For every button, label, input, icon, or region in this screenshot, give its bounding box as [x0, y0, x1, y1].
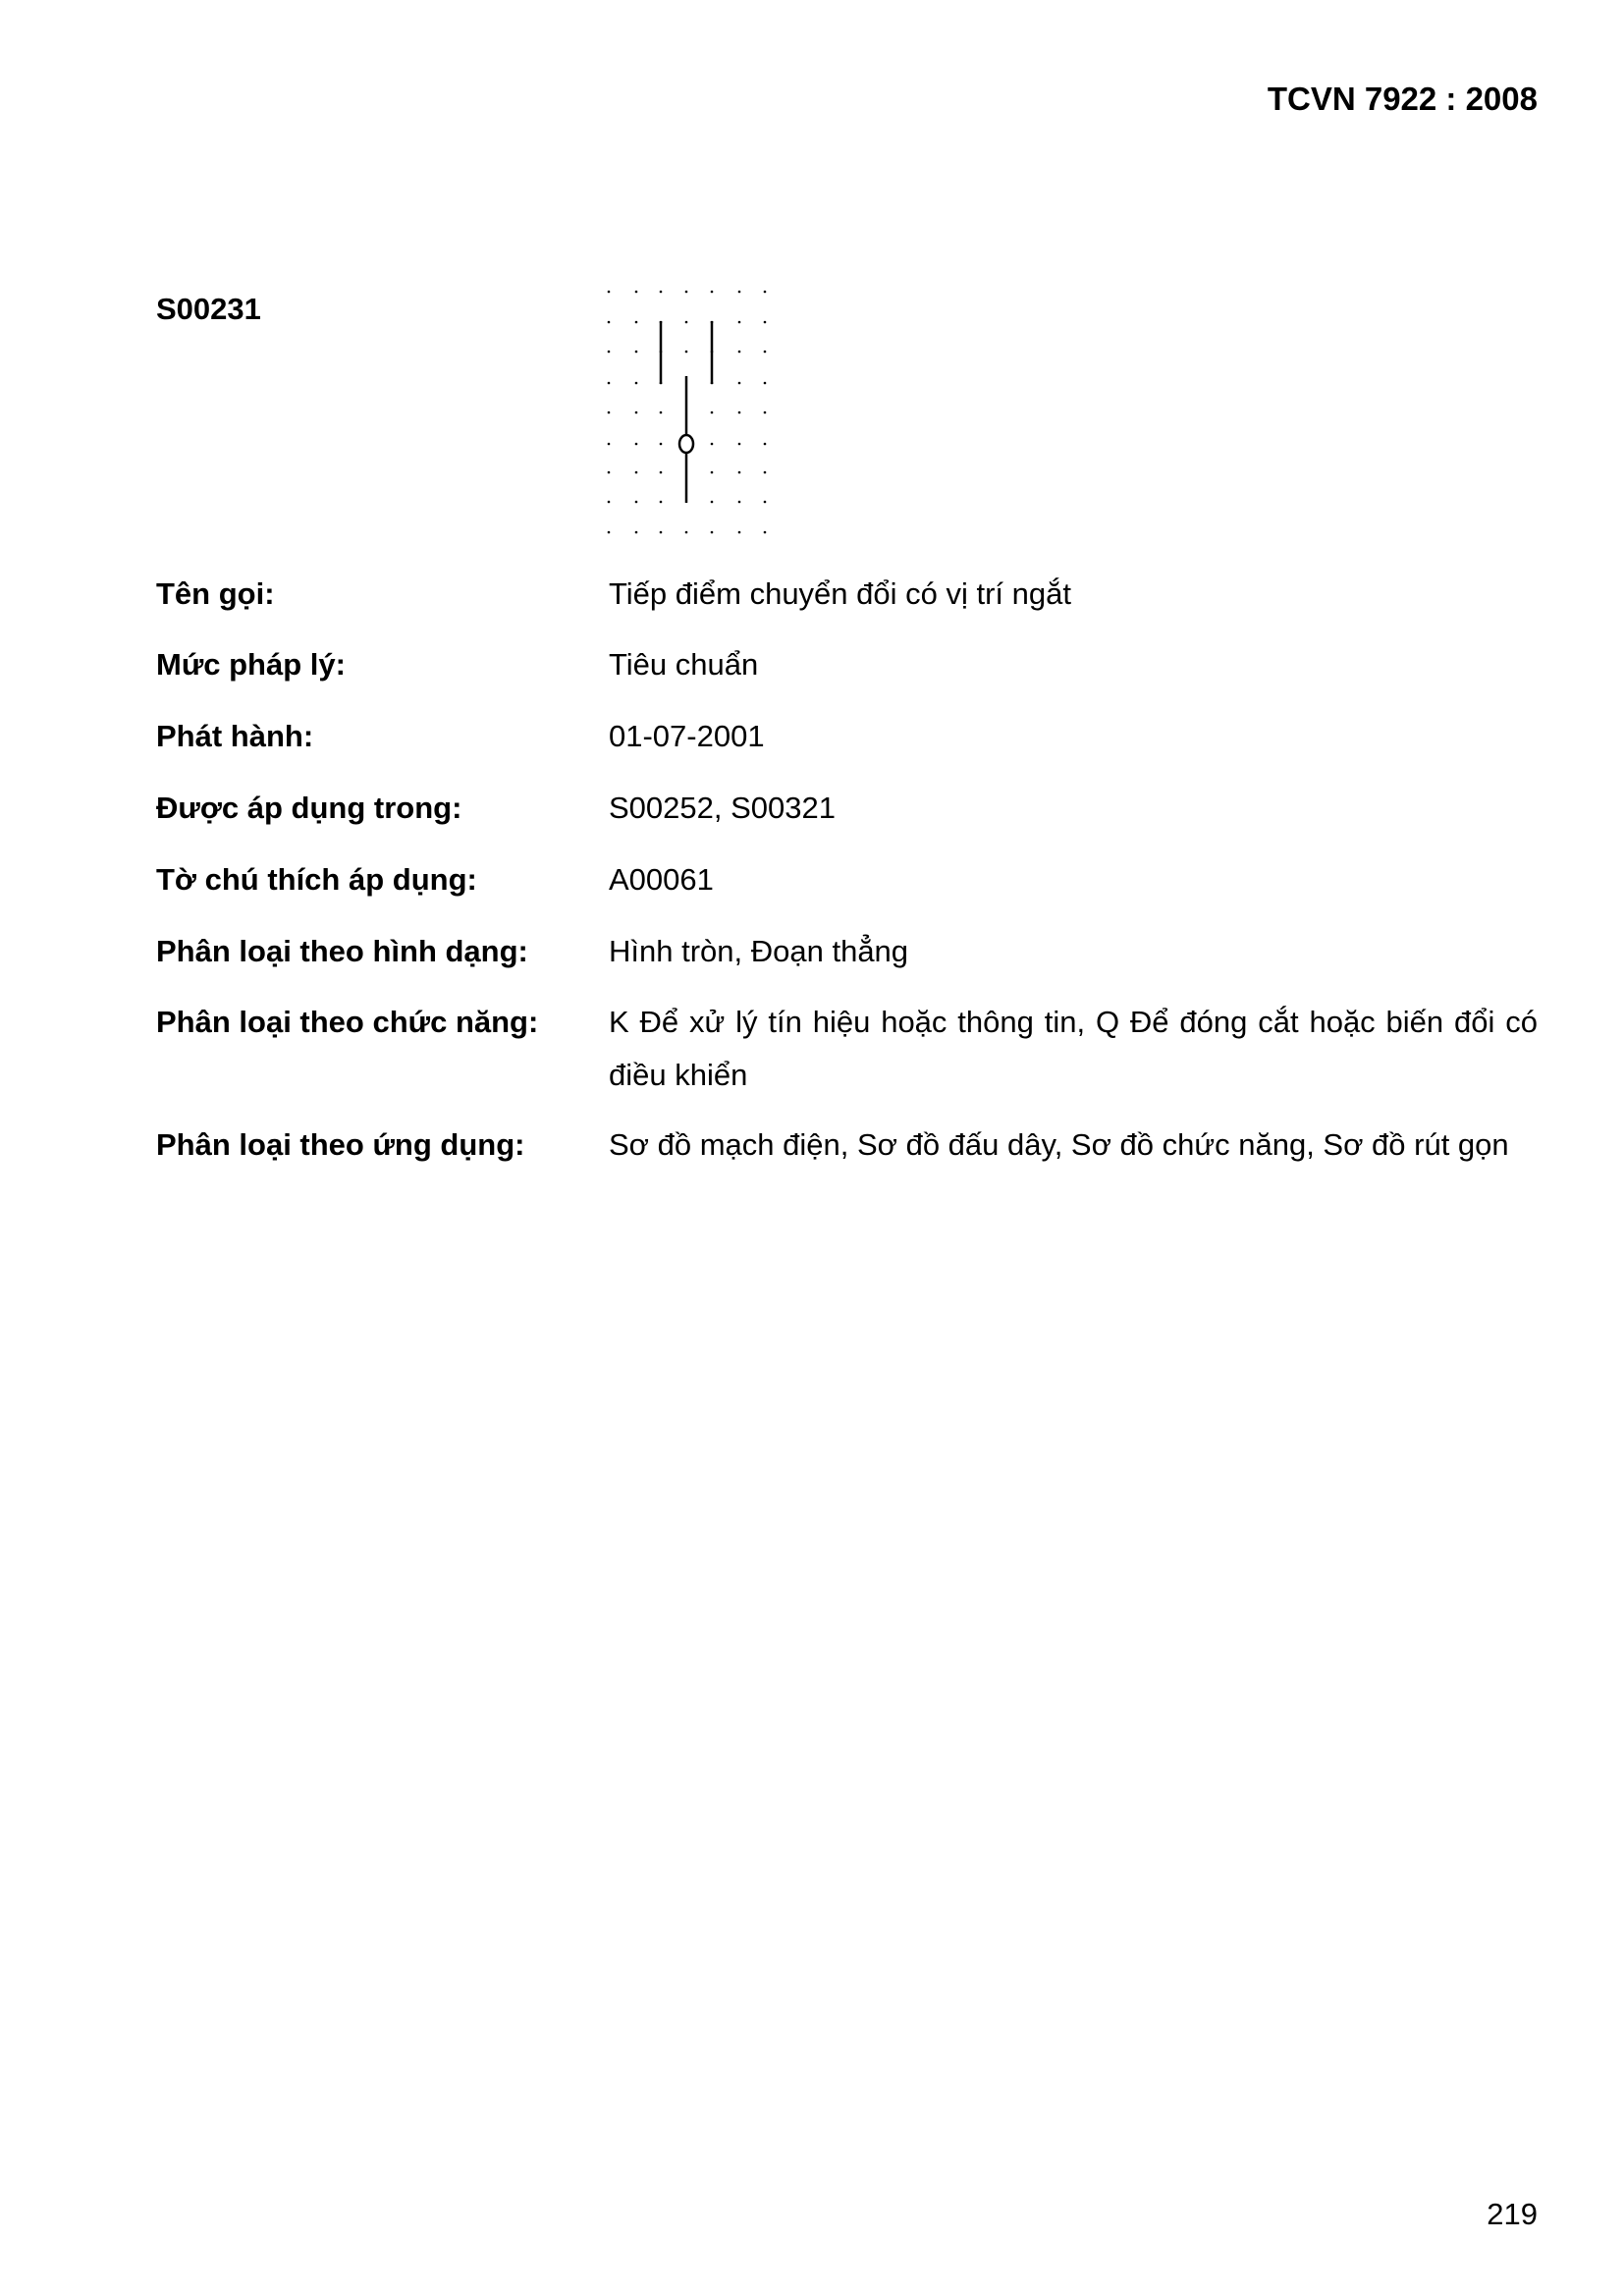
- grid-dot: [608, 351, 611, 354]
- grid-dot: [764, 471, 767, 474]
- field-value: 01-07-2001: [609, 719, 765, 753]
- grid-dot: [738, 531, 741, 534]
- grid-dot: [608, 321, 611, 324]
- field-value: Hình tròn, Đoạn thẳng: [609, 934, 909, 968]
- grid-dot: [635, 321, 638, 324]
- off-position-circle: [679, 435, 693, 453]
- grid-dot: [635, 471, 638, 474]
- field-label: Mức pháp lý:: [156, 647, 346, 682]
- field-label: Tờ chú thích áp dụng:: [156, 862, 477, 897]
- grid-dot: [685, 351, 688, 354]
- grid-dot: [764, 351, 767, 354]
- field-label: Phát hành:: [156, 719, 314, 753]
- grid-dot: [711, 443, 714, 446]
- grid-dot: [660, 471, 663, 474]
- grid-dot: [711, 501, 714, 504]
- grid-dot: [738, 501, 741, 504]
- grid-dot: [764, 382, 767, 385]
- grid-dot: [711, 531, 714, 534]
- grid-dot: [738, 291, 741, 294]
- field-value: Tiêu chuẩn: [609, 647, 759, 682]
- grid-dot: [685, 291, 688, 294]
- grid-dot: [635, 291, 638, 294]
- grid-dot: [635, 411, 638, 414]
- grid-dot: [608, 411, 611, 414]
- grid-dot: [711, 291, 714, 294]
- field-value: A00061: [609, 862, 714, 897]
- grid-dot: [635, 351, 638, 354]
- grid-dot: [738, 443, 741, 446]
- field-value: K Để xử lý tín hiệu hoặc thông tin, Q Để đóng cắt hoặc biến đổi có điều khiển: [609, 1005, 1538, 1092]
- grid-dot: [738, 471, 741, 474]
- standard-header: TCVN 7922 : 2008: [1267, 81, 1538, 117]
- grid-dot: [764, 321, 767, 324]
- grid-dot: [685, 321, 688, 324]
- grid-dot: [738, 321, 741, 324]
- grid-dot: [660, 501, 663, 504]
- grid-dot: [635, 531, 638, 534]
- field-label: Được áp dụng trong:: [156, 791, 462, 825]
- grid-dot: [711, 471, 714, 474]
- grid-dot: [764, 531, 767, 534]
- grid-dot: [608, 471, 611, 474]
- field-label: Phân loại theo hình dạng:: [156, 934, 528, 968]
- grid-dot: [635, 382, 638, 385]
- grid-dot: [660, 443, 663, 446]
- grid-dot: [711, 411, 714, 414]
- grid-dot: [764, 501, 767, 504]
- grid-dot: [764, 291, 767, 294]
- field-label: Phân loại theo chức năng:: [156, 1005, 539, 1039]
- grid-dot: [608, 291, 611, 294]
- grid-dot: [635, 443, 638, 446]
- grid-dot: [660, 411, 663, 414]
- grid-dot: [660, 531, 663, 534]
- changeover-contact-symbol-icon: [589, 275, 805, 550]
- symbol-code: S00231: [156, 292, 261, 326]
- grid-dot: [738, 411, 741, 414]
- field-label: Tên gọi:: [156, 576, 275, 611]
- grid-dot: [608, 531, 611, 534]
- grid-dot: [738, 382, 741, 385]
- page-number: 219: [1487, 2197, 1538, 2231]
- field-value: Sơ đồ mạch điện, Sơ đồ đấu dây, Sơ đồ chức năng, Sơ đồ rút gọn: [609, 1127, 1509, 1162]
- grid-dot: [608, 382, 611, 385]
- grid-dot: [608, 443, 611, 446]
- grid-dot: [660, 291, 663, 294]
- field-label: Phân loại theo ứng dụng:: [156, 1127, 525, 1162]
- grid-dot: [608, 501, 611, 504]
- grid-dot: [738, 351, 741, 354]
- grid-dot: [685, 531, 688, 534]
- field-value: S00252, S00321: [609, 791, 836, 825]
- field-value: Tiếp điểm chuyển đổi có vị trí ngắt: [609, 576, 1071, 611]
- grid-dot: [764, 411, 767, 414]
- grid-dot: [764, 443, 767, 446]
- grid-dot: [635, 501, 638, 504]
